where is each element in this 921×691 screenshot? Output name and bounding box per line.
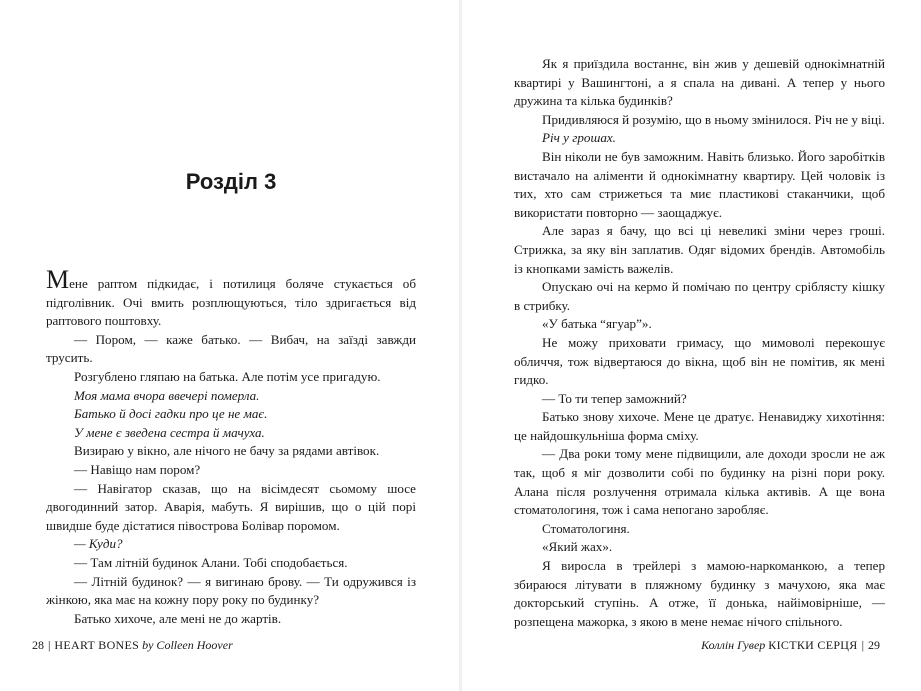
paragraph: Опускаю очі на кермо й помічаю по центру сріблясту кішку в стрибку. [514, 279, 885, 313]
paragraph: Розгублено гляпаю на батька. Але потім усе пригадую. [74, 368, 381, 384]
footer-separator: | [48, 638, 51, 652]
right-page [461, 0, 921, 691]
paragraph: Моя мама вчора ввечері померла. [74, 387, 260, 403]
footer-book-title: КІСТКИ СЕРЦЯ [768, 638, 858, 652]
page-number-right: 29 [868, 638, 880, 652]
paragraph: — Два роки тому мене підвищили, але доходи зросли не аж так, щоб я міг дозволити собі по будинку на різні пори року. Алана після розлучення отримала кілька активів. А ще вона стоматологиня, тож і сама непогано заробляє. [514, 446, 885, 518]
paragraph: Я виросла в трейлері з мамою-наркоманкою, а тепер збираюся літувати в пляжному будинку з мачухою, яка має докторський ступінь. А отже, її донька, найімовірніше, — розпещена мажорка, з якою в мене немає нічого спільного. [514, 558, 885, 629]
paragraph: Батько й досі гадки про це не має. [74, 406, 268, 422]
paragraph: «У батька “ягуар”». [542, 316, 652, 332]
paragraph: — То ти тепер заможний? [542, 390, 687, 406]
paragraph: Річ у грошах. [542, 130, 616, 146]
paragraph: «Який жах». [542, 539, 613, 555]
left-page-text [46, 265, 416, 628]
paragraph: — Куди? [74, 536, 123, 552]
paragraph: — Пором, — каже батько. — Вибач, на заїзді завжди трусить. [46, 331, 416, 366]
footer-author: by Colleen Hoover [142, 638, 233, 652]
paragraph: Мене раптом підкидає, і потилиця боляче стукається об підголівник. Очі вмить розплющуються, тіло здригається від раптового поштовху. [46, 265, 416, 329]
paragraph: — Літній будинок? — я вигинаю брову. — Ти одружився із жінкою, яка має на кожну пору року по будинку? [46, 573, 416, 608]
paragraph: Але зараз я бачу, що всі ці невеликі зміни через гроші. Стрижка, за яку він заплатив. Одяг відомих брендів. Автомобіль із кнопками замість важелів. [514, 223, 885, 276]
paragraph: Не можу приховати гримасу, що мимоволі перекошує обличчя, тож відвертаюся до вікна, щоб він не помітив, як мені гидко. [514, 334, 885, 388]
footer-book-title: HEART BONES [54, 638, 140, 652]
paragraph: Визираю у вікно, але нічого не бачу за рядами автівок. [74, 443, 380, 459]
left-page-footer [32, 637, 233, 653]
chapter-title: Розділ 3 [185, 169, 277, 194]
footer-author: Коллін Гувер [701, 638, 766, 652]
paragraph: Як я приїздила востаннє, він жив у дешевій однокімнатній квартирі у Вашингтоні, а я спала на дивані. А тепер у нього дружина та кілька будинків? [514, 56, 885, 109]
paragraph: Він ніколи не був заможним. Навіть близько. Його заробітків вистачало на аліменти й однокімнатну квартиру. Цей чоловік із тих, хто сам стрижеться та миє пластикові стаканчики, щоб використати повторно — заощаджує. [514, 148, 885, 220]
left-page [0, 0, 460, 691]
paragraph: — Там літній будинок Алани. Тобі сподобається. [74, 554, 348, 570]
paragraph: Батько знову хихоче. Мене це дратує. Ненавиджу хихотіння: це найдошкульніша форма сміху. [514, 409, 885, 443]
paragraph: У мене є зведена сестра й мачуха. [74, 424, 265, 440]
right-page-text [514, 55, 885, 631]
page-number-left: 28 [32, 638, 44, 652]
paragraph: Стоматологиня. [542, 520, 630, 536]
right-page-footer [701, 637, 880, 653]
paragraph: Батько хихоче, але мені не до жартів. [74, 610, 282, 626]
paragraph: — Навіщо нам пором? [74, 461, 201, 477]
footer-separator: | [861, 638, 864, 652]
paragraph: Придивляюся й розумію, що в ньому змінилося. Річ не у віці. [542, 111, 885, 127]
paragraph: — Навігатор сказав, що на вісімдесят сьомому шосе двогодинний затор. Аварія, мабуть. Я вирішив, що о цій порі швидше буде дістатися півострова Болівар поромом. [46, 480, 416, 533]
